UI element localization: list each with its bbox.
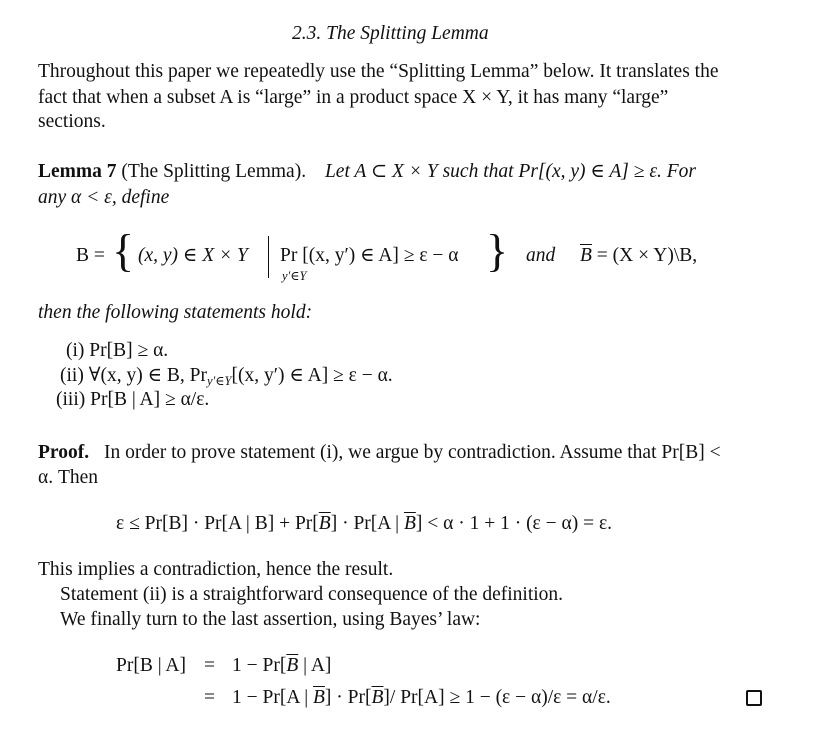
eq1-part-b: ] · Pr[A | <box>330 513 404 534</box>
lemma-then: then the following statements hold: <box>38 302 313 323</box>
intro-line-2: fact that when a subset A is “large” in a product space X × Y, it has many “large” <box>38 87 669 108</box>
proof-statement-2: Statement (ii) is a straightforward consequence of the definition. <box>60 584 564 605</box>
item-text: Pr[B] ≥ α. <box>89 340 169 361</box>
eq2-r1-b: | A] <box>298 655 332 676</box>
proof-label: Proof. <box>38 442 90 463</box>
lemma-header <box>38 160 696 184</box>
def-b-set-right: Pr [(x, y′) ∈ A] ≥ ε − α <box>280 245 459 266</box>
item-rest: [(x, y′) ∈ A] ≥ ε − α. <box>231 365 393 386</box>
equation-1 <box>116 512 612 536</box>
proof-contradiction: This implies a contradiction, hence the result. <box>38 559 394 580</box>
section-title: 2.3. The Splitting Lemma <box>292 23 489 44</box>
def-bbar-rhs: (X × Y)\B, <box>612 245 698 266</box>
def-b-subscript: y′∈Y <box>282 269 307 283</box>
def-b-lhs: B = <box>76 245 105 266</box>
lemma-statement-1: Let A ⊂ X × Y such that Pr[(x, y) ∈ A] ≥ ε. For <box>324 161 697 182</box>
eq2-r2-c: ]/ Pr[A] ≥ 1 − (ε − α)/ε = α/ε. <box>383 687 611 708</box>
eq2-row-1 <box>232 654 331 678</box>
item-subscript: y′∈Y <box>207 374 232 388</box>
def-and: and <box>526 245 556 266</box>
eq1-part-c: ] < α · 1 + 1 · (ε − α) = ε. <box>415 513 613 534</box>
eq2-r2-b: ] · Pr[ <box>324 687 372 708</box>
def-bbar: $\overline{B} = (X$ × Y)\B, <box>580 245 698 266</box>
item-num: (ii) <box>60 365 84 386</box>
item-num: (i) <box>66 340 85 361</box>
bbar-symbol: $\overline{B}$ <box>286 655 299 676</box>
right-brace: } <box>486 225 509 276</box>
proof-text-1: In order to prove statement (i), we argue by contradiction. Assume that Pr[B] < <box>103 442 721 463</box>
lemma-item-3 <box>56 388 209 412</box>
eq2-lhs: Pr[B | A] <box>116 655 186 676</box>
intro-line-3: sections. <box>38 111 106 132</box>
eq1-part-a: ε ≤ Pr[B] · Pr[A | B] + Pr[ <box>116 513 319 534</box>
eq2-row-2 <box>232 686 611 710</box>
qed-box-icon <box>746 690 762 706</box>
set-divider <box>268 236 269 278</box>
bbar-symbol: $\overline{B}$ <box>313 687 325 708</box>
eq2-r2-a: 1 − Pr[A | <box>232 687 313 708</box>
lemma-name: (The Splitting Lemma). <box>121 161 307 182</box>
proof-line-1 <box>38 441 721 465</box>
item-text: ∀(x, y) ∈ B, Pr <box>88 365 207 386</box>
intro-line-1: Throughout this paper we repeatedly use the “Splitting Lemma” below. It translates the <box>38 61 719 82</box>
proof-finally: We finally turn to the last assertion, using Bayes’ law: <box>60 609 481 630</box>
proof-line-2: α. Then <box>38 467 99 488</box>
item-text: Pr[B | A] ≥ α/ε. <box>90 389 210 410</box>
left-brace: { <box>112 225 135 276</box>
lemma-item-2 <box>60 364 393 389</box>
lemma-label: Lemma 7 <box>38 161 117 182</box>
bbar-symbol: $\overline{B}$ <box>318 513 331 534</box>
lemma-item-1 <box>66 339 168 363</box>
item-num: (iii) <box>56 389 86 410</box>
def-b-set-left: (x, y) ∈ X × Y <box>138 245 248 266</box>
lemma-statement-2: any α < ε, define <box>38 187 170 208</box>
eq2-r1-a: 1 − Pr[ <box>232 655 287 676</box>
bbar-symbol: $\overline{B}$ <box>403 513 416 534</box>
eq2-equals-1: = <box>204 655 215 676</box>
eq2-equals-2: = <box>204 687 215 708</box>
bbar-symbol: $\overline{B}$ <box>371 687 384 708</box>
